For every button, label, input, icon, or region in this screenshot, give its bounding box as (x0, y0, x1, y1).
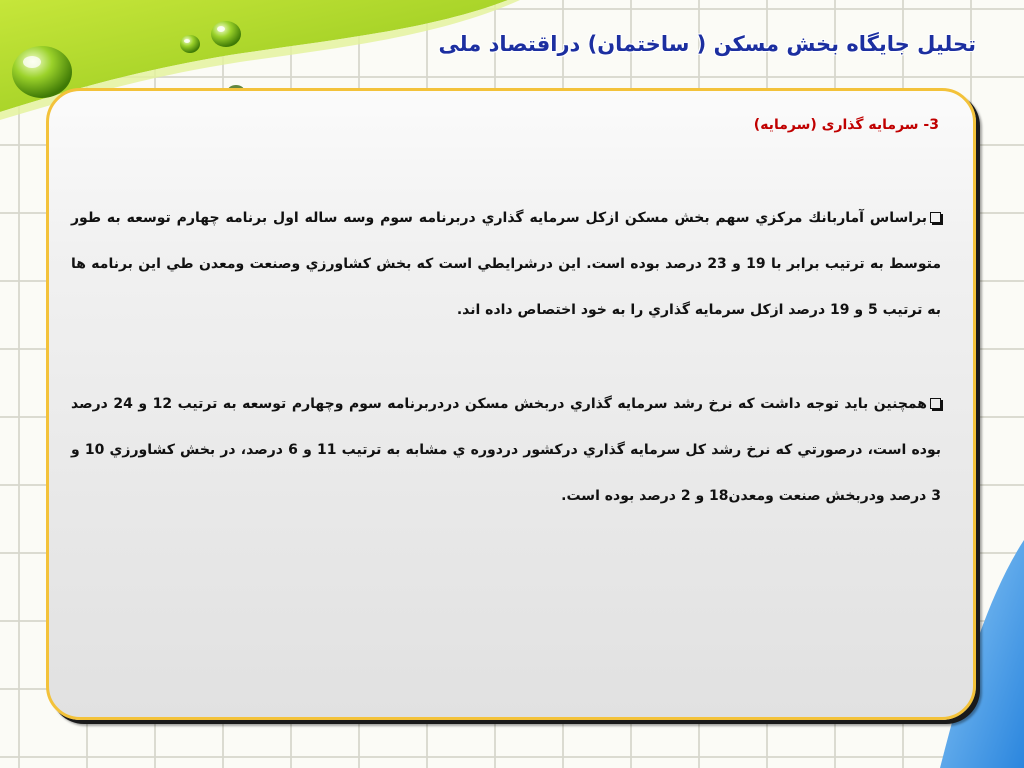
paragraph-investment-share (71, 195, 941, 333)
slide-title: تحلیل جایگاه بخش مسکن ( ساختمان) دراقتصاد ملی (438, 32, 976, 56)
content-panel (46, 88, 976, 720)
paragraph-text: همچنين بايد توجه داشت كه نرخ رشد سرمايه گذاري دربخش مسكن دردربرنامه سوم وچهارم توسعه به ترتيب 12 و 24 درصد بوده است، درصورتي كه نرخ رشد كل سرمايه گذاري دركشور دردوره ي مشابه به ترتيب 11 و 6 درصد، در بخش كشاورزي 10 و 3 درصد ودربخش صنعت ومعدن18 و 2 درصد بوده است. (71, 396, 941, 504)
water-drop-icon (12, 46, 72, 98)
paragraph-investment-growth (71, 381, 941, 519)
water-drop-icon (180, 35, 200, 53)
checkbox-bullet-icon (930, 212, 941, 223)
paragraph-text: براساس آماربانك مركزي سهم بخش مسكن ازكل سرمايه گذاري دربرنامه سوم وسه ساله اول برنامه چهارم توسعه به طور متوسط به ترتيب برابر با 19 و 23 درصد بوده است. اين درشرايطي است كه بخش كشاورزي وصنعت ومعدن طي اين برنامه ها به ترتيب 5 و 19 درصد ازكل سرمايه گذاري را به خود اختصاص داده اند. (71, 210, 941, 318)
checkbox-bullet-icon (930, 398, 941, 409)
water-drop-icon (211, 21, 241, 47)
section-title: 3- سرمایه گذاری (سرمایه) (753, 117, 939, 133)
